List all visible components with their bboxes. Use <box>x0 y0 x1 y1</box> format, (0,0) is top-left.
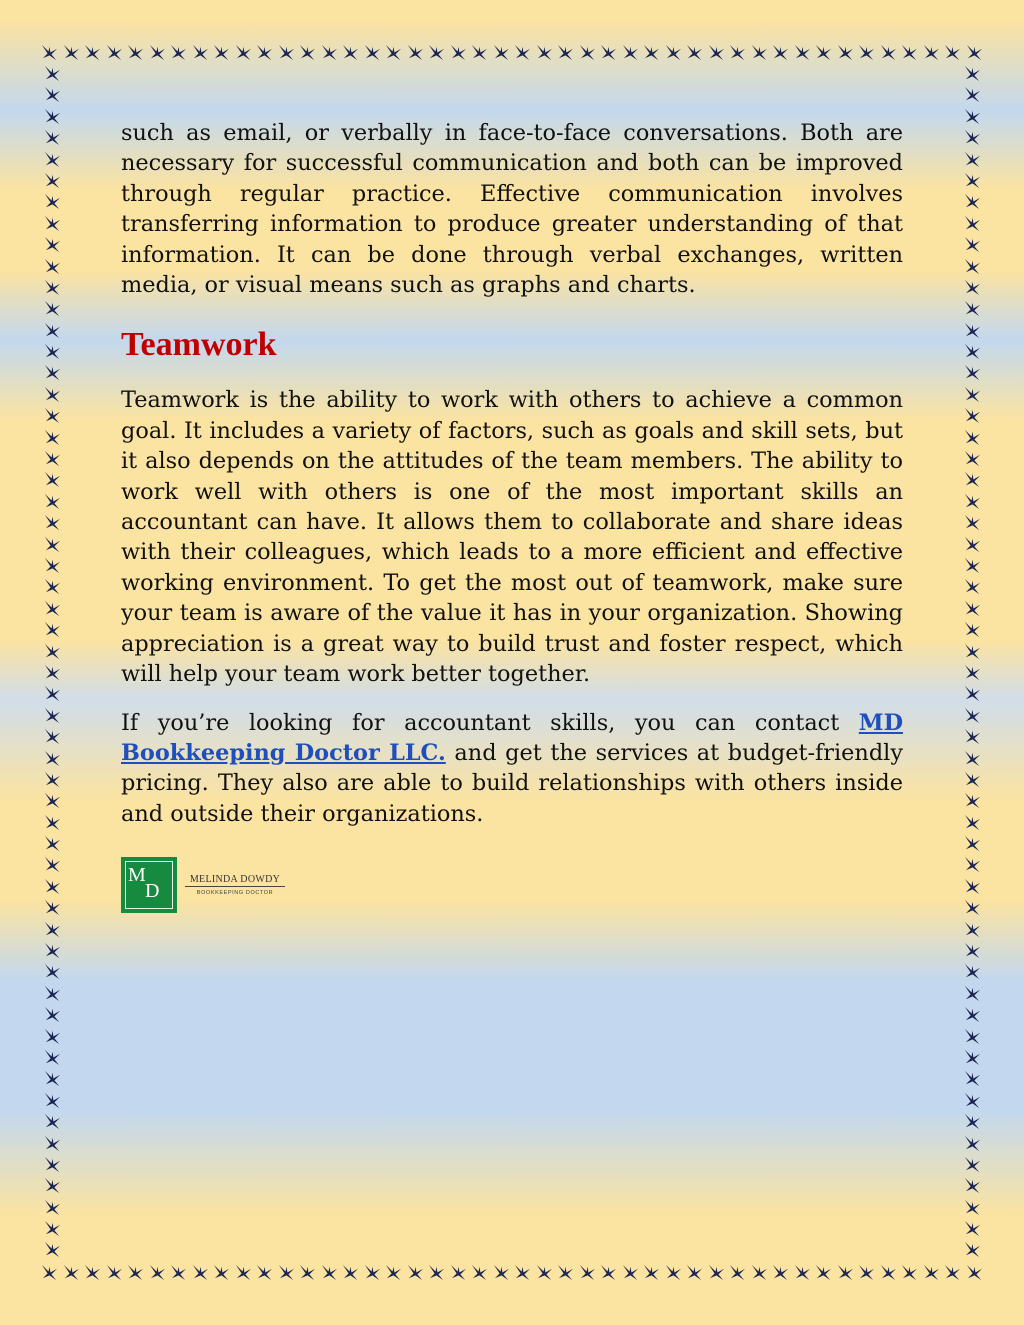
swallow-icon <box>963 834 982 853</box>
swallow-icon <box>965 1263 984 1282</box>
page-border-top <box>40 38 984 66</box>
swallow-icon <box>43 642 62 661</box>
swallow-icon <box>963 920 982 939</box>
swallow-icon <box>922 43 941 62</box>
swallow-icon <box>43 1005 62 1024</box>
swallow-icon <box>535 43 554 62</box>
logo-name: MELINDA DOWDY <box>185 874 285 887</box>
swallow-icon <box>470 43 489 62</box>
swallow-icon <box>963 1219 982 1238</box>
swallow-icon <box>963 1048 982 1067</box>
swallow-icon <box>963 107 982 126</box>
swallow-icon <box>43 1027 62 1046</box>
swallow-icon <box>963 1134 982 1153</box>
swallow-icon <box>535 1263 554 1282</box>
swallow-icon <box>43 941 62 960</box>
logo-monogram-d: D <box>145 880 160 902</box>
swallow-icon <box>43 235 62 254</box>
swallow-icon <box>43 192 62 211</box>
swallow-icon <box>963 214 982 233</box>
swallow-icon <box>43 620 62 639</box>
swallow-icon <box>43 706 62 725</box>
swallow-icon <box>963 727 982 746</box>
swallow-icon <box>43 791 62 810</box>
swallow-icon <box>363 43 382 62</box>
swallow-icon <box>963 556 982 575</box>
swallow-icon <box>879 43 898 62</box>
section-heading-teamwork: Teamwork <box>121 326 277 364</box>
swallow-icon <box>43 1198 62 1217</box>
swallow-icon <box>963 813 982 832</box>
swallow-icon <box>43 406 62 425</box>
swallow-icon <box>43 962 62 981</box>
swallow-icon <box>83 43 102 62</box>
swallow-icon <box>492 1263 511 1282</box>
swallow-icon <box>255 1263 274 1282</box>
swallow-icon <box>963 1027 982 1046</box>
swallow-icon <box>449 1263 468 1282</box>
swallow-icon <box>963 85 982 104</box>
swallow-icon <box>43 577 62 596</box>
swallow-icon <box>836 1263 855 1282</box>
swallow-icon <box>963 299 982 318</box>
swallow-icon <box>793 1263 812 1282</box>
swallow-icon <box>43 727 62 746</box>
swallow-icon <box>83 1263 102 1282</box>
swallow-icon <box>513 43 532 62</box>
logo-tagline: BOOKKEEPING DOCTOR <box>196 890 274 896</box>
swallow-icon <box>707 1263 726 1282</box>
swallow-icon <box>879 1263 898 1282</box>
swallow-icon <box>963 513 982 532</box>
swallow-icon <box>43 1134 62 1153</box>
swallow-icon <box>43 1176 62 1195</box>
swallow-icon <box>43 556 62 575</box>
swallow-icon <box>470 1263 489 1282</box>
swallow-icon <box>963 855 982 874</box>
swallow-icon <box>963 363 982 382</box>
swallow-icon <box>43 171 62 190</box>
swallow-icon <box>43 128 62 147</box>
swallow-icon <box>298 43 317 62</box>
swallow-icon <box>43 470 62 489</box>
swallow-icon <box>43 299 62 318</box>
swallow-icon <box>685 43 704 62</box>
swallow-icon <box>341 43 360 62</box>
swallow-icon <box>836 43 855 62</box>
swallow-icon <box>43 984 62 1003</box>
swallow-icon <box>277 43 296 62</box>
melinda-dowdy-logo <box>121 857 301 915</box>
swallow-icon <box>857 1263 876 1282</box>
swallow-icon <box>43 150 62 169</box>
logo-monogram <box>121 857 177 913</box>
swallow-icon <box>922 1263 941 1282</box>
paragraph-communication: such as email, or verbally in face-to-face conversations. Both are necessary for successful communication and both can be improved through regular practice. Effective communication involves transferring information to produce greater understanding of that information. It can be done through verbal exchanges, written media, or visual means such as graphs and charts. <box>121 120 903 299</box>
swallow-icon <box>43 513 62 532</box>
swallow-icon <box>427 43 446 62</box>
swallow-icon <box>963 706 982 725</box>
swallow-icon <box>43 599 62 618</box>
swallow-icon <box>277 1263 296 1282</box>
swallow-icon <box>963 150 982 169</box>
swallow-icon <box>963 1005 982 1024</box>
swallow-icon <box>963 171 982 190</box>
swallow-icon <box>963 642 982 661</box>
swallow-icon <box>62 43 81 62</box>
swallow-icon <box>43 1112 62 1131</box>
swallow-icon <box>642 1263 661 1282</box>
swallow-icon <box>341 1263 360 1282</box>
swallow-icon <box>664 1263 683 1282</box>
swallow-icon <box>963 984 982 1003</box>
swallow-icon <box>43 1240 62 1259</box>
swallow-icon <box>169 43 188 62</box>
swallow-icon <box>43 64 62 83</box>
swallow-icon <box>255 43 274 62</box>
swallow-icon <box>43 1048 62 1067</box>
contact-text-before: If you’re looking for accountant skills, you can contact <box>121 709 859 736</box>
swallow-icon <box>963 64 982 83</box>
swallow-icon <box>963 1198 982 1217</box>
swallow-icon <box>771 43 790 62</box>
swallow-icon <box>963 470 982 489</box>
swallow-icon <box>963 941 982 960</box>
swallow-icon <box>963 321 982 340</box>
swallow-icon <box>963 492 982 511</box>
swallow-icon <box>578 1263 597 1282</box>
swallow-icon <box>728 43 747 62</box>
swallow-icon <box>642 43 661 62</box>
swallow-icon <box>963 535 982 554</box>
swallow-icon <box>963 620 982 639</box>
swallow-icon <box>900 1263 919 1282</box>
swallow-icon <box>298 1263 317 1282</box>
swallow-icon <box>43 1091 62 1110</box>
swallow-icon <box>43 535 62 554</box>
swallow-icon <box>963 577 982 596</box>
swallow-icon <box>963 128 982 147</box>
swallow-icon <box>814 43 833 62</box>
swallow-icon <box>126 43 145 62</box>
swallow-icon <box>793 43 812 62</box>
md-bookkeeping-link[interactable]: MD Bookkeeping Doctor LLC. <box>121 709 903 766</box>
swallow-icon <box>707 43 726 62</box>
swallow-icon <box>43 834 62 853</box>
swallow-icon <box>148 1263 167 1282</box>
swallow-icon <box>62 1263 81 1282</box>
swallow-icon <box>427 1263 446 1282</box>
swallow-icon <box>963 342 982 361</box>
swallow-icon <box>963 962 982 981</box>
swallow-icon <box>621 1263 640 1282</box>
swallow-icon <box>43 1155 62 1174</box>
swallow-icon <box>43 214 62 233</box>
swallow-icon <box>105 43 124 62</box>
swallow-icon <box>43 1219 62 1238</box>
swallow-icon <box>963 257 982 276</box>
swallow-icon <box>963 770 982 789</box>
swallow-icon <box>212 1263 231 1282</box>
swallow-icon <box>963 1176 982 1195</box>
swallow-icon <box>43 1069 62 1088</box>
swallow-icon <box>963 791 982 810</box>
swallow-icon <box>43 770 62 789</box>
swallow-icon <box>43 684 62 703</box>
swallow-icon <box>126 1263 145 1282</box>
swallow-icon <box>43 278 62 297</box>
swallow-icon <box>963 278 982 297</box>
swallow-icon <box>814 1263 833 1282</box>
logo-monogram-m: M <box>128 864 146 886</box>
swallow-icon <box>212 43 231 62</box>
page-border-right <box>958 64 986 1260</box>
swallow-icon <box>963 1069 982 1088</box>
swallow-icon <box>449 43 468 62</box>
paragraph-contact <box>121 708 903 830</box>
swallow-icon <box>43 257 62 276</box>
swallow-icon <box>43 385 62 404</box>
swallow-icon <box>43 492 62 511</box>
swallow-icon <box>963 449 982 468</box>
swallow-icon <box>384 1263 403 1282</box>
swallow-icon <box>963 663 982 682</box>
swallow-icon <box>963 428 982 447</box>
swallow-icon <box>963 192 982 211</box>
swallow-icon <box>43 342 62 361</box>
swallow-icon <box>963 1155 982 1174</box>
swallow-icon <box>963 1240 982 1259</box>
swallow-icon <box>234 43 253 62</box>
swallow-icon <box>234 1263 253 1282</box>
swallow-icon <box>943 1263 962 1282</box>
swallow-icon <box>43 449 62 468</box>
swallow-icon <box>963 599 982 618</box>
swallow-icon <box>965 43 984 62</box>
swallow-icon <box>320 1263 339 1282</box>
swallow-icon <box>43 920 62 939</box>
swallow-icon <box>169 1263 188 1282</box>
swallow-icon <box>43 428 62 447</box>
swallow-icon <box>191 43 210 62</box>
swallow-icon <box>43 363 62 382</box>
swallow-icon <box>599 43 618 62</box>
swallow-icon <box>43 321 62 340</box>
swallow-icon <box>664 43 683 62</box>
swallow-icon <box>43 898 62 917</box>
swallow-icon <box>43 877 62 896</box>
swallow-icon <box>750 43 769 62</box>
swallow-icon <box>43 855 62 874</box>
swallow-icon <box>750 1263 769 1282</box>
swallow-icon <box>556 1263 575 1282</box>
swallow-icon <box>406 1263 425 1282</box>
swallow-icon <box>105 1263 124 1282</box>
swallow-icon <box>599 1263 618 1282</box>
swallow-icon <box>963 1112 982 1131</box>
swallow-icon <box>728 1263 747 1282</box>
contact-text-after: and get the services at budget-friendly pricing. They also are able to build relationships with others inside and outside their organizations. <box>121 739 903 827</box>
swallow-icon <box>963 898 982 917</box>
swallow-icon <box>963 1091 982 1110</box>
swallow-icon <box>771 1263 790 1282</box>
swallow-icon <box>943 43 962 62</box>
swallow-icon <box>148 43 167 62</box>
swallow-icon <box>963 749 982 768</box>
document-body <box>121 118 903 829</box>
swallow-icon <box>191 1263 210 1282</box>
swallow-icon <box>685 1263 704 1282</box>
swallow-icon <box>43 749 62 768</box>
swallow-icon <box>43 85 62 104</box>
swallow-icon <box>43 663 62 682</box>
swallow-icon <box>900 43 919 62</box>
swallow-icon <box>40 43 59 62</box>
swallow-icon <box>556 43 575 62</box>
swallow-icon <box>963 235 982 254</box>
swallow-icon <box>963 385 982 404</box>
swallow-icon <box>513 1263 532 1282</box>
swallow-icon <box>43 107 62 126</box>
swallow-icon <box>963 877 982 896</box>
swallow-icon <box>492 43 511 62</box>
swallow-icon <box>857 43 876 62</box>
swallow-icon <box>43 813 62 832</box>
swallow-icon <box>963 406 982 425</box>
swallow-icon <box>320 43 339 62</box>
paragraph-teamwork: Teamwork is the ability to work with others to achieve a common goal. It includes a variety of factors, such as goals and skill sets, but it also depends on the attitudes of the team members. The ability to work well with others is one of the most important skills an accountant can have. It allows them to collaborate and share ideas with their colleagues, which leads to a more efficient and effective working environment. To get the most out of teamwork, make sure your team is aware of the value it has in your organization. Showing appreciation is a great way to build trust and foster respect, which will help your team work better together. <box>121 387 903 688</box>
swallow-icon <box>384 43 403 62</box>
swallow-icon <box>406 43 425 62</box>
swallow-icon <box>363 1263 382 1282</box>
page-border-left <box>38 64 66 1260</box>
page-border-bottom <box>40 1258 984 1286</box>
swallow-icon <box>578 43 597 62</box>
swallow-icon <box>621 43 640 62</box>
swallow-icon <box>963 684 982 703</box>
swallow-icon <box>40 1263 59 1282</box>
